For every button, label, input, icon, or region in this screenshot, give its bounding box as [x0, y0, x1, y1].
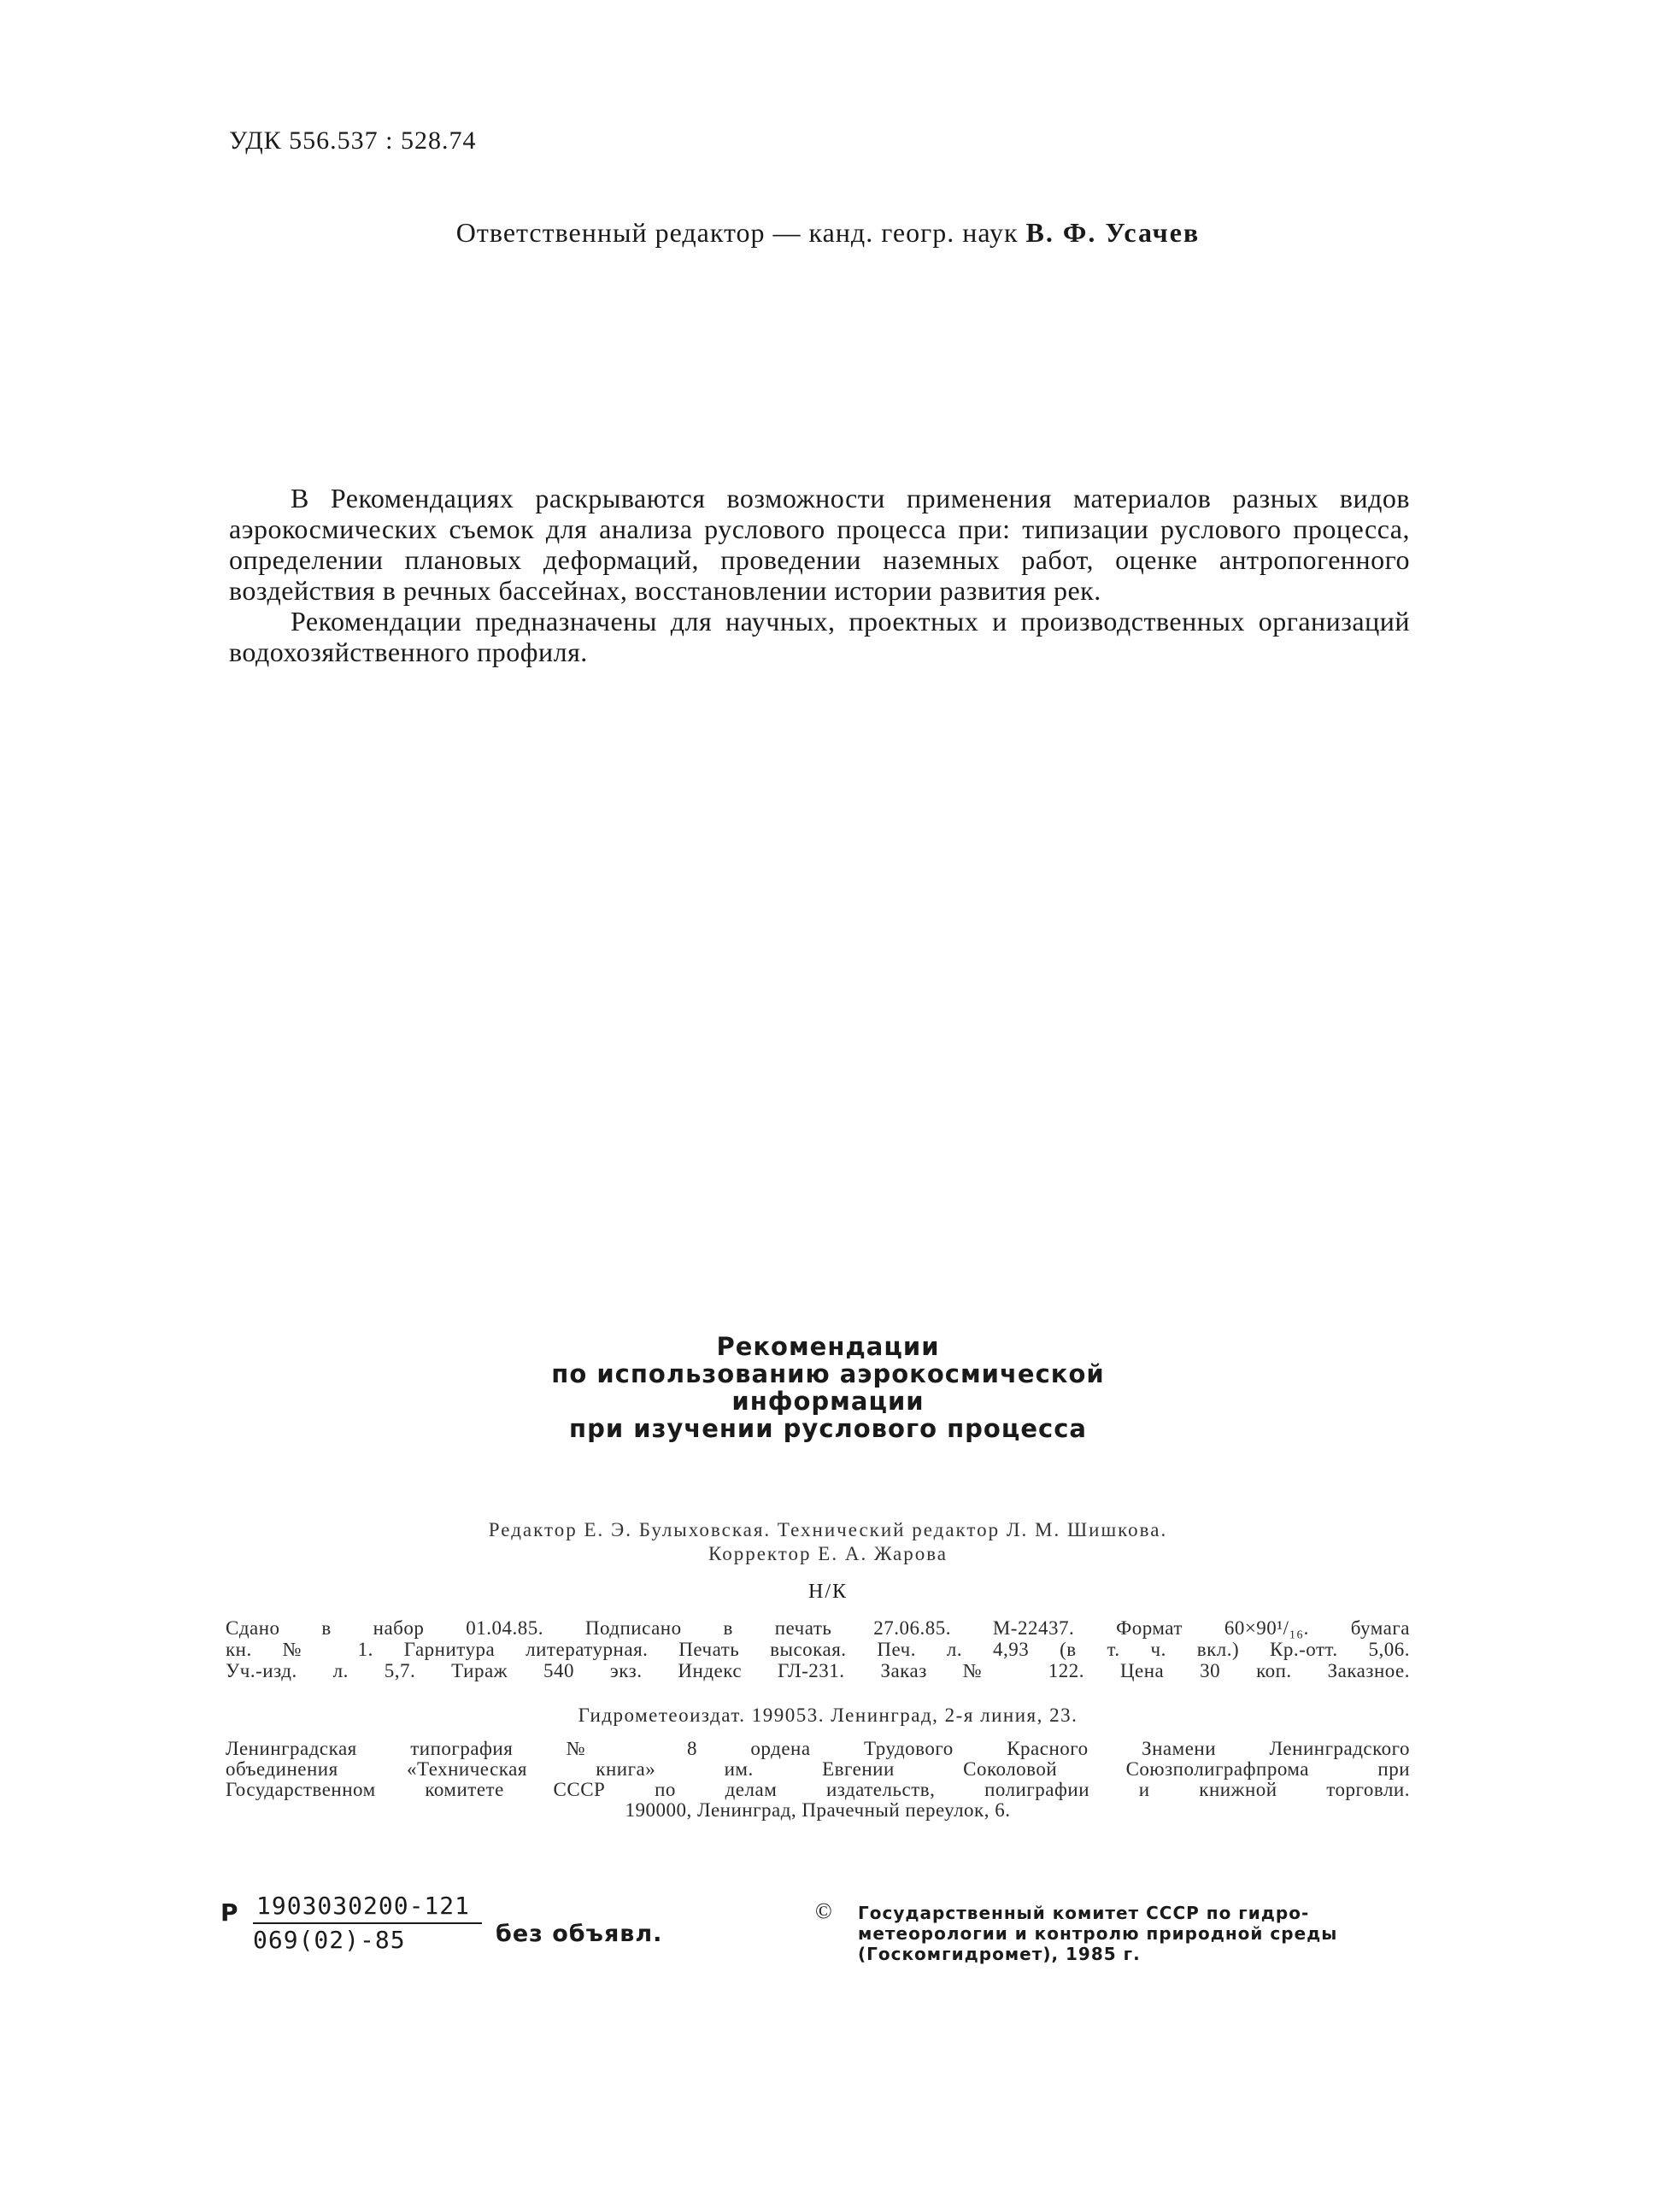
credits-editors: Редактор Е. Э. Булыховская. Технический редактор Л. М. Шишкова.	[488, 1519, 1168, 1540]
publisher-address: Гидрометеоиздат. 199053. Ленинград, 2-я линия, 23.	[578, 1704, 1078, 1726]
copyright-line-2: метеорологии и контролю природной среды	[858, 1923, 1338, 1944]
abstract-paragraph-2: Рекомендации предназначены для научных, проектных и производственных организаций водохозяйственного профиля.	[229, 606, 1410, 667]
copyright-line-1: Государственный комитет СССР по гидро-	[858, 1903, 1310, 1923]
book-title-line-2: по использованию аэрокосмической	[551, 1359, 1105, 1388]
book-title-line-1: Рекомендации	[716, 1332, 940, 1361]
abstract	[229, 483, 1410, 667]
copyright-line-3: (Госкомгидромет), 1985 г.	[858, 1944, 1141, 1964]
printer-info	[226, 1739, 1410, 1821]
abstract-paragraph-1: В Рекомендациях раскрываются возможности применения материалов разных видов аэрокосмических съемок для анализа руслового процесса при: типизации руслового процесса, определении плановых деформаций, проведении наземных работ, оценке антропогенного воздействия в речных бассейнах, восстановлении истории развития рек.	[229, 483, 1410, 606]
credits-corrector: Корректор Е. А. Жарова	[708, 1543, 948, 1564]
udk-code: УДК 556.537 : 528.74	[229, 126, 477, 155]
book-title-line-3: информации	[731, 1387, 925, 1416]
copyright-notice	[858, 1903, 1409, 1964]
book-title	[0, 1333, 1656, 1442]
responsible-editor-name: В. Ф. Усачев	[1025, 217, 1201, 248]
printer-info-line-4: 190000, Ленинград, Прачечный переулок, 6.	[625, 1800, 1011, 1821]
index-note: без объявл.	[496, 1921, 663, 1947]
print-info-line-1: Сдано в набор 01.04.85. Подписано в печать 27.06.85. М-22437. Формат 60×90¹/₁₆. бумага	[226, 1617, 1410, 1639]
responsible-editor-label: Ответственный редактор — канд. геогр. наук	[455, 217, 1019, 248]
print-info-line-3: Уч.-изд. л. 5,7. Тираж 540 экз. Индекс ГЛ-231. Заказ № 122. Цена 30 коп. Заказное.	[226, 1660, 1410, 1681]
index-denominator: 069(02)-85	[253, 1926, 406, 1954]
copyright-icon: ©	[815, 1898, 832, 1923]
index-numerator: 1903030200-121	[256, 1892, 471, 1920]
book-title-line-4: при изучении руслового процесса	[569, 1414, 1087, 1443]
nk-mark: Н/К	[807, 1581, 848, 1603]
responsible-editor	[0, 217, 1656, 249]
credits	[0, 1518, 1656, 1566]
index-fraction	[253, 1892, 482, 1955]
printer-info-line-1: Ленинградская типография № 8 ордена Трудового Красного Знамени Ленинградского	[226, 1739, 1410, 1759]
print-info	[226, 1617, 1410, 1681]
print-info-line-2: кн. № 1. Гарнитура литературная. Печать высокая. Печ. л. 4,93 (в т. ч. вкл.) Кр.-отт. 5,06.	[226, 1639, 1410, 1660]
index-letter: Р	[220, 1898, 238, 1927]
printer-info-line-2: объединения «Техническая книга» им. Евгении Соколовой Союзполиграфпрома при	[226, 1759, 1410, 1780]
printer-info-line-3: Государственном комитете СССР по делам издательств, полиграфии и книжной торговли.	[226, 1780, 1410, 1800]
fraction-bar	[253, 1922, 482, 1924]
